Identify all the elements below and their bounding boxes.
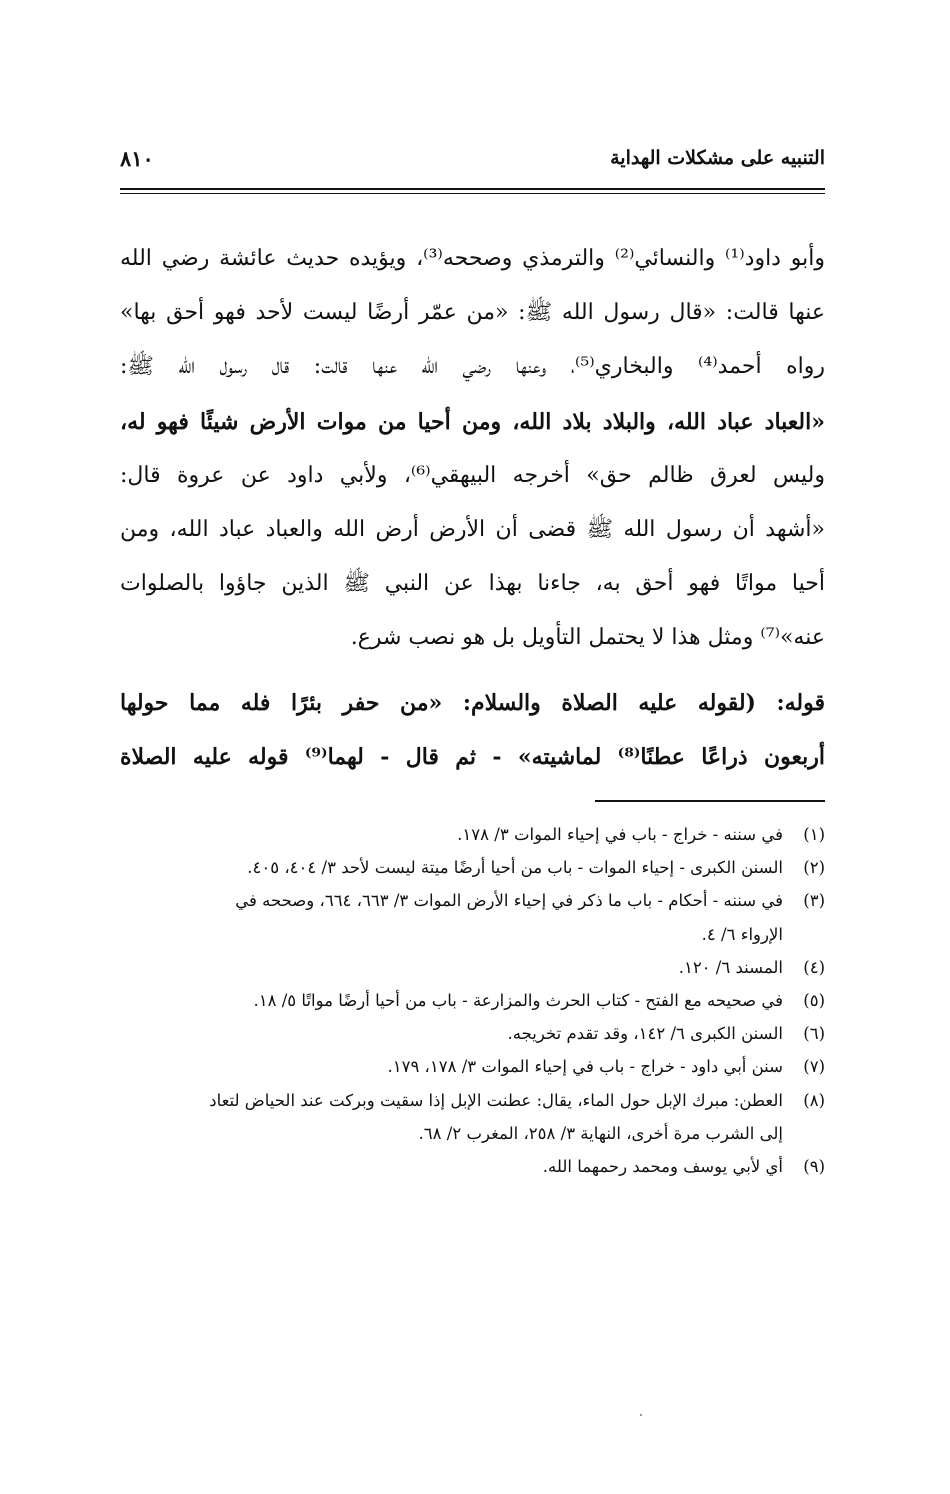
text-line: قوله: (لقوله عليه الصلاة والسلام: «من حفر بئرًا فله مما حولها (120, 689, 825, 716)
text-line: «العباد عباد الله، والبلاد بلاد الله، ومن أحيا من موات الأرض شيئًا فهو له، (120, 408, 825, 435)
footnote-continuation: الإرواء ٦/ ٤. (701, 924, 783, 944)
footnote-number: (٧) (803, 1057, 825, 1077)
footnote-continuation: إلى الشرب مرة أخرى، النهاية ٣/ ٢٥٨، المغرب ٢/ ٦٨. (418, 1123, 783, 1143)
footnote (118, 1017, 825, 1050)
footnote-text: سنن أبي داود - خراج - باب في إحياء الموات ٣/ ١٧٨، ١٧٩. (387, 1057, 783, 1077)
footnote-number: (٩) (803, 1157, 825, 1177)
page-number: ٨١٠ (120, 145, 154, 171)
footnote-number: (٥) (803, 991, 825, 1011)
text-line: وأبو داود⁽¹⁾ والنسائي⁽²⁾ والترمذي وصححه⁽³⁾، ويؤيده حديث عائشة رضي الله (120, 246, 825, 271)
footnotes (118, 818, 825, 1183)
footnote-text: في صحيحه مع الفتح - كتاب الحرث والمزارعة - باب من أحيا أرضًا مواتًا ٥/ ١٨. (253, 991, 783, 1011)
page-header (120, 138, 825, 178)
footnote (118, 851, 825, 884)
footnote-text: السنن الكبرى ٦/ ١٤٢، وقد تقدم تخريجه. (507, 1024, 783, 1044)
footnote-text: السنن الكبرى - إحياء الموات - باب من أحيا أرضًا ميتة ليست لأحد ٣/ ٤٠٤، ٤٠٥. (247, 858, 783, 878)
footnote-number: (٨) (803, 1090, 825, 1110)
text-line: عنه»⁽⁷⁾ ومثل هذا لا يحتمل التأويل بل هو نصب شرع. (350, 625, 825, 651)
footnote-text: العطن: مبرك الإبل حول الماء، يقال: عطنت الإبل إذا سقيت وبركت عند الحياض لتعاد (209, 1090, 783, 1110)
footnote (118, 818, 825, 851)
footnote-number: (٦) (803, 1024, 825, 1044)
footnote (118, 884, 825, 917)
footnote-number: (٤) (803, 957, 825, 977)
footnote (118, 1050, 825, 1083)
footnote (118, 1150, 825, 1183)
running-title: التنبيه على مشكلات الهداية (610, 147, 825, 169)
text-line: رواه أحمد⁽⁴⁾ والبخاري⁽⁵⁾، وعنها رضي الله عنها قالت: قال رسول الله ﷺ: (120, 354, 825, 380)
text-line: أحيا مواتًا فهو أحق به، جاءنا بهذا عن النبي ﷺ الذين جاؤوا بالصلوات (120, 571, 825, 597)
footnote-text: في سننه - خراج - باب في إحياء الموات ٣/ ١٧٨. (457, 825, 783, 844)
text-line: عنها قالت: «قال رسول الله ﷺ: «من عمّر أرضًا ليست لأحد فهو أحق بها» (120, 300, 825, 326)
footnote (118, 984, 825, 1017)
header-rule (120, 188, 825, 194)
footnote-text: في سننه - أحكام - باب ما ذكر في إحياء الأرض الموات ٣/ ٦٦٣، ٦٦٤، وصححه في (235, 891, 783, 911)
footnote-text: أي لأبي يوسف ومحمد رحمهما الله. (542, 1157, 783, 1177)
footnote (118, 951, 825, 984)
footnote-number: (٣) (803, 891, 825, 911)
footnote-text: المسند ٦/ ١٢٠. (678, 957, 783, 977)
footnote-number: (٢) (803, 858, 825, 878)
text-line: وليس لعرق ظالم حق» أخرجه البيهقي⁽⁶⁾، ولأبي داود عن عروة قال: (120, 462, 825, 488)
text-line: «أشهد أن رسول الله ﷺ قضى أن الأرض أرض الله والعباد عباد الله، ومن (120, 516, 825, 542)
footnote-rule (595, 800, 825, 802)
main-text (120, 232, 825, 784)
footnote-number: (١) (803, 825, 825, 844)
text-line: أربعون ذراعًا عطنًا⁽⁸⁾ لماشيته» - ثم قال - لهما⁽⁹⁾ قوله عليه الصلاة (120, 743, 825, 770)
scan-speck (640, 1414, 642, 1416)
footnote (118, 1084, 825, 1117)
